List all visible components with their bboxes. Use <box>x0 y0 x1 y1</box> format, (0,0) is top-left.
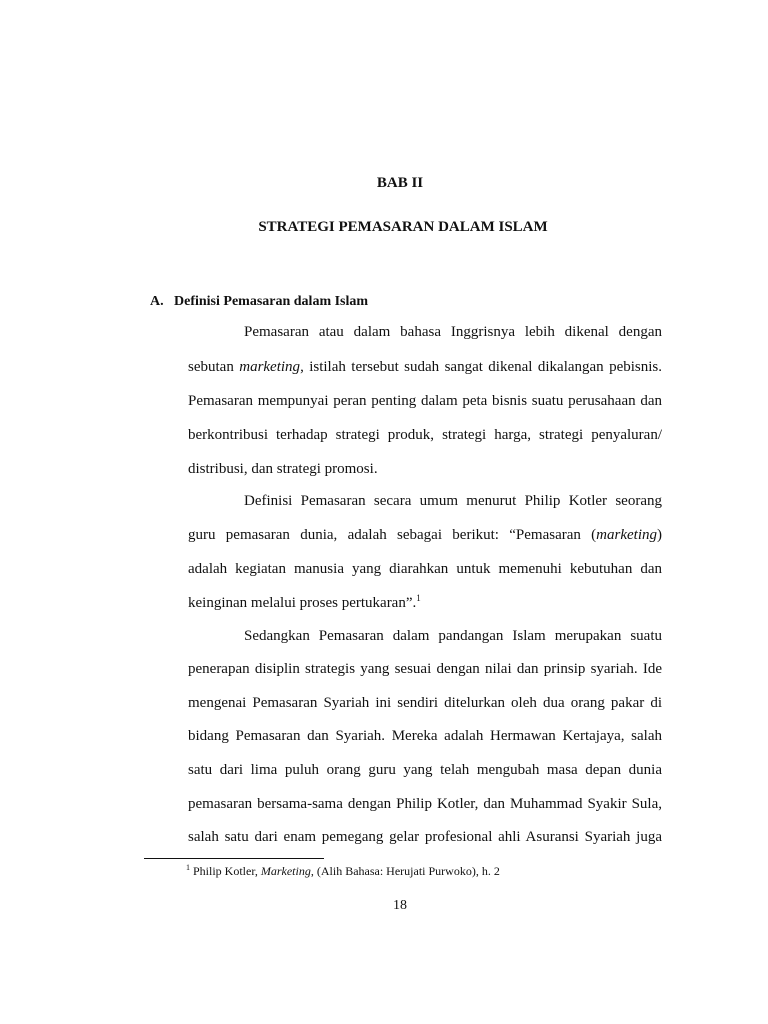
text-run: , (Alih Bahasa: Herujati Purwoko), h. 2 <box>310 864 500 878</box>
section-heading-text: Definisi Pemasaran dalam Islam <box>174 294 369 309</box>
section-heading <box>150 294 368 310</box>
paragraph-line: Pemasaran atau dalam bahasa Inggrisnya lebih dikenal dengan <box>244 324 662 340</box>
paragraph-line: mengenai Pemasaran Syariah ini sendiri ditelurkan oleh dua orang pakar di <box>188 695 662 711</box>
footnote-reference: 1 <box>416 593 421 603</box>
page-number: 18 <box>393 898 407 913</box>
paragraph-line: pemasaran bersama-sama dengan Philip Kotler, dan Muhammad Syakir Sula, <box>188 796 662 812</box>
paragraph-line <box>188 594 662 612</box>
paragraph-line: penerapan disiplin strategis yang sesuai dengan nilai dan prinsip syariah. Ide <box>188 661 662 677</box>
text-run: sebutan <box>188 359 240 375</box>
italic-term: Marketing <box>260 864 311 878</box>
text-run: keinginan melalui proses pertukaran”. <box>188 595 417 611</box>
section-number: A. <box>150 294 164 309</box>
footnote <box>186 864 500 879</box>
paragraph-line: Pemasaran mempunyai peran penting dalam peta bisnis suatu perusahaan dan <box>188 393 662 409</box>
italic-term: marketing <box>596 527 657 543</box>
paragraph-line: adalah kegiatan manusia yang diarahkan untuk memenuhi kebutuhan dan <box>188 561 662 577</box>
text-run: guru pemasaran dunia, adalah sebagai berikut: “Pemasaran ( <box>188 527 597 543</box>
paragraph-line: distribusi, dan strategi promosi. <box>188 461 378 477</box>
paragraph-line <box>188 526 662 544</box>
paragraph-line: berkontribusi terhadap strategi produk, strategi harga, strategi penyaluran/ <box>188 427 662 443</box>
paragraph-line: Definisi Pemasaran secara umum menurut Philip Kotler seorang <box>244 493 662 509</box>
paragraph-line: salah satu dari enam pemegang gelar profesional ahli Asuransi Syariah juga <box>188 829 662 845</box>
text-run: Philip Kotler, <box>190 864 261 878</box>
italic-term: marketing <box>239 359 301 375</box>
paragraph-line: bidang Pemasaran dan Syariah. Mereka adalah Hermawan Kertajaya, salah <box>188 728 662 744</box>
paragraph-line: Sedangkan Pemasaran dalam pandangan Islam merupakan suatu <box>244 628 662 644</box>
text-run: , istilah tersebut sudah sangat dikenal dikalangan pebisnis. <box>300 359 662 375</box>
chapter-title: STRATEGI PEMASARAN DALAM ISLAM <box>258 219 548 235</box>
paragraph-line: satu dari lima puluh orang guru yang telah mengubah masa depan dunia <box>188 762 662 778</box>
footnote-marker: 1 <box>186 863 190 872</box>
footnote-divider <box>144 858 324 859</box>
chapter-label: BAB II <box>376 175 424 191</box>
text-run: ) <box>657 527 662 543</box>
paragraph-line <box>188 358 662 376</box>
